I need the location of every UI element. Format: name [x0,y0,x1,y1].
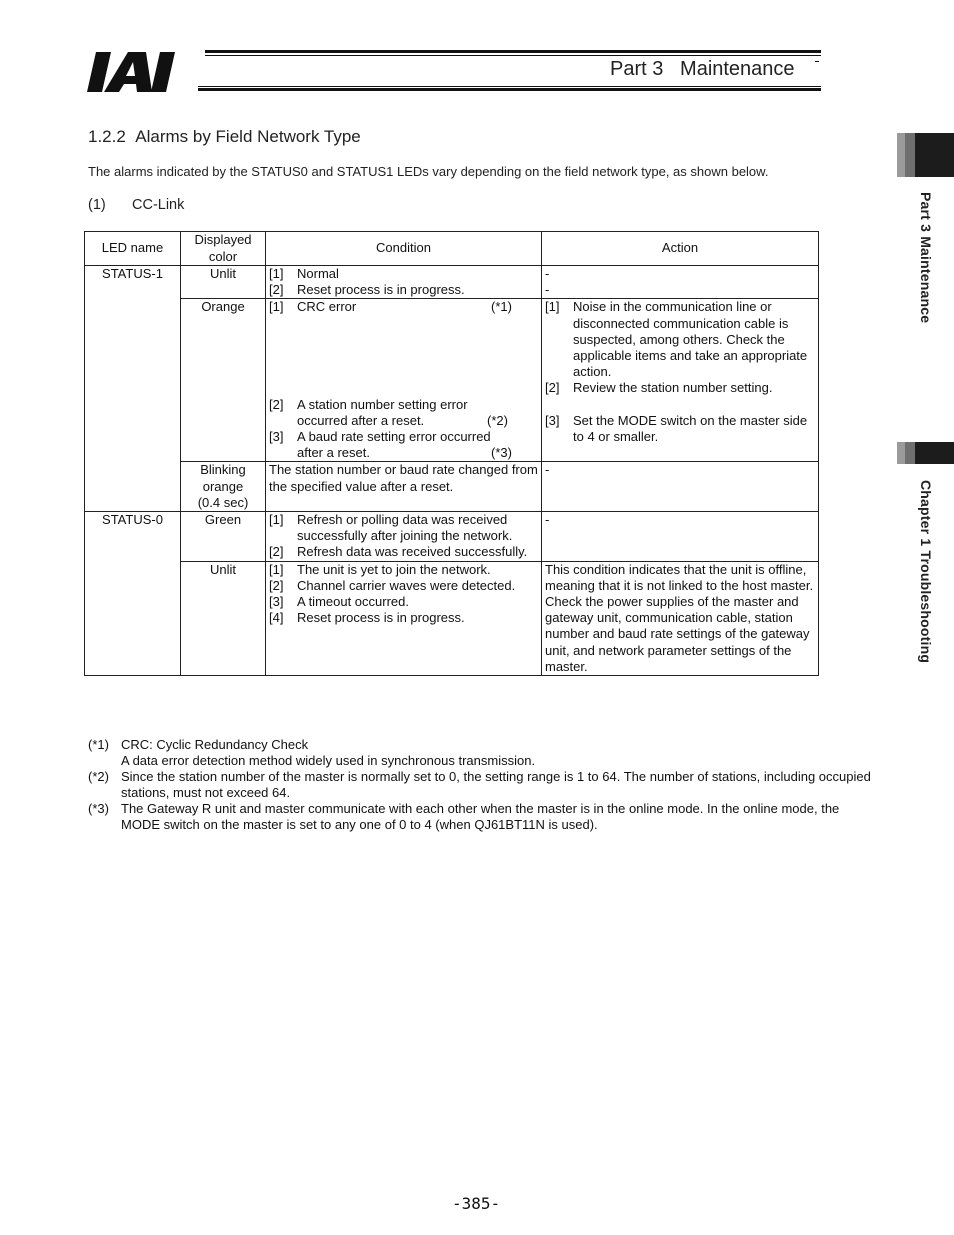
color-cell: Orange [181,299,266,462]
header-condition: Condition [266,232,542,266]
led-name-cell: STATUS-0 [85,512,181,562]
header-title: Part 3 Maintenance [610,58,795,80]
section-title: 1.2.2 Alarms by Field Network Type [88,127,361,146]
led-name-cell-empty [85,299,181,462]
action-cell: [1] Noise in the communication line or disconnected communication cable is suspected, among others. Check the applicable items and take an appropriate action. [2] Review the station number setting. [3] Set the MODE switch on the master side to 4 or smaller. [542,299,819,462]
led-name-cell-empty [85,462,181,512]
header-rule-top [205,50,821,53]
header-rule-bottom-thin [198,86,821,87]
condition-cell: [1] The unit is yet to join the network. [2] Channel carrier waves were detected. [3] A timeout occurred. [4] Reset process is in progress. [266,561,542,675]
header-tick [815,61,819,62]
table-row [85,512,819,562]
color-cell: Green [181,512,266,562]
color-cell: Unlit [181,266,266,299]
condition-cell: [1] CRC error (*1) [2] A station number setting error occurred after a reset. (*2) [3] A baud rate setting error occurred after a reset. (*3) [266,299,542,462]
action-cell: This condition indicates that the unit is offline, meaning that it is not linked to the host master. Check the power supplies of the master and gateway unit, communication cable, station number and baud rate settings of the gateway unit, and network parameter settings of the master. [542,561,819,675]
header-rule-bottom [198,88,821,91]
footnote: (*3) The Gateway R unit and master communicate with each other when the master is in the online mode. In the online mode, the MODE switch on the master is set to any one of 0 to 4 (when QJ61BT11N is used). [88,801,840,832]
action-cell: - - [542,266,819,299]
header-action: Action [542,232,819,266]
footnote: (*1) CRC: Cyclic Redundancy Check A data error detection method widely used in synchronous transmission. [88,737,536,768]
part-side-tab [897,133,954,177]
table-row [85,299,819,462]
table-row [85,266,819,299]
iai-logo [86,50,198,94]
footnote-ref: (*1) [491,299,512,315]
condition-cell: [1] Refresh or polling data was received successfully after joining the network. [2] Refresh data was received successfully. [266,512,542,562]
subsection-number: (1) [88,197,106,213]
color-cell: Unlit [181,561,266,675]
footnotes [88,737,878,833]
action-cell: - [542,512,819,562]
subsection-heading [88,197,184,213]
chapter-side-tab [897,442,954,464]
condition-cell: [1] Normal [2] Reset process is in progress. [266,266,542,299]
footnote: (*2) Since the station number of the master is normally set to 0, the setting range is 1 to 64. The number of stations, including occupied stations, must not exceed 64. [88,769,871,800]
led-name-cell-empty [85,561,181,675]
table-row [85,561,819,675]
table-header-row [85,232,819,266]
led-name-cell: STATUS-1 [85,266,181,299]
chapter-side-label: Chapter 1 Troubleshooting [918,480,934,664]
intro-paragraph: The alarms indicated by the STATUS0 and STATUS1 LEDs vary depending on the field network type, as shown below. [88,164,769,179]
footnote-ref: (*2) [487,412,508,428]
footnote-ref: (*3) [491,445,512,461]
alarm-table [84,231,819,676]
subsection-title: CC-Link [132,197,185,213]
part-side-label: Part 3 Maintenance [918,192,934,324]
header-led-name: LED name [85,232,181,266]
color-cell: Blinking orange (0.4 sec) [181,462,266,512]
header-rule-top-thin [205,55,821,56]
page-number: -385- [452,1194,501,1213]
header-displayed-color: Displayed color [181,232,266,266]
action-cell: - [542,462,819,512]
condition-cell: The station number or baud rate changed from the specified value after a reset. [266,462,542,512]
table-row [85,462,819,512]
